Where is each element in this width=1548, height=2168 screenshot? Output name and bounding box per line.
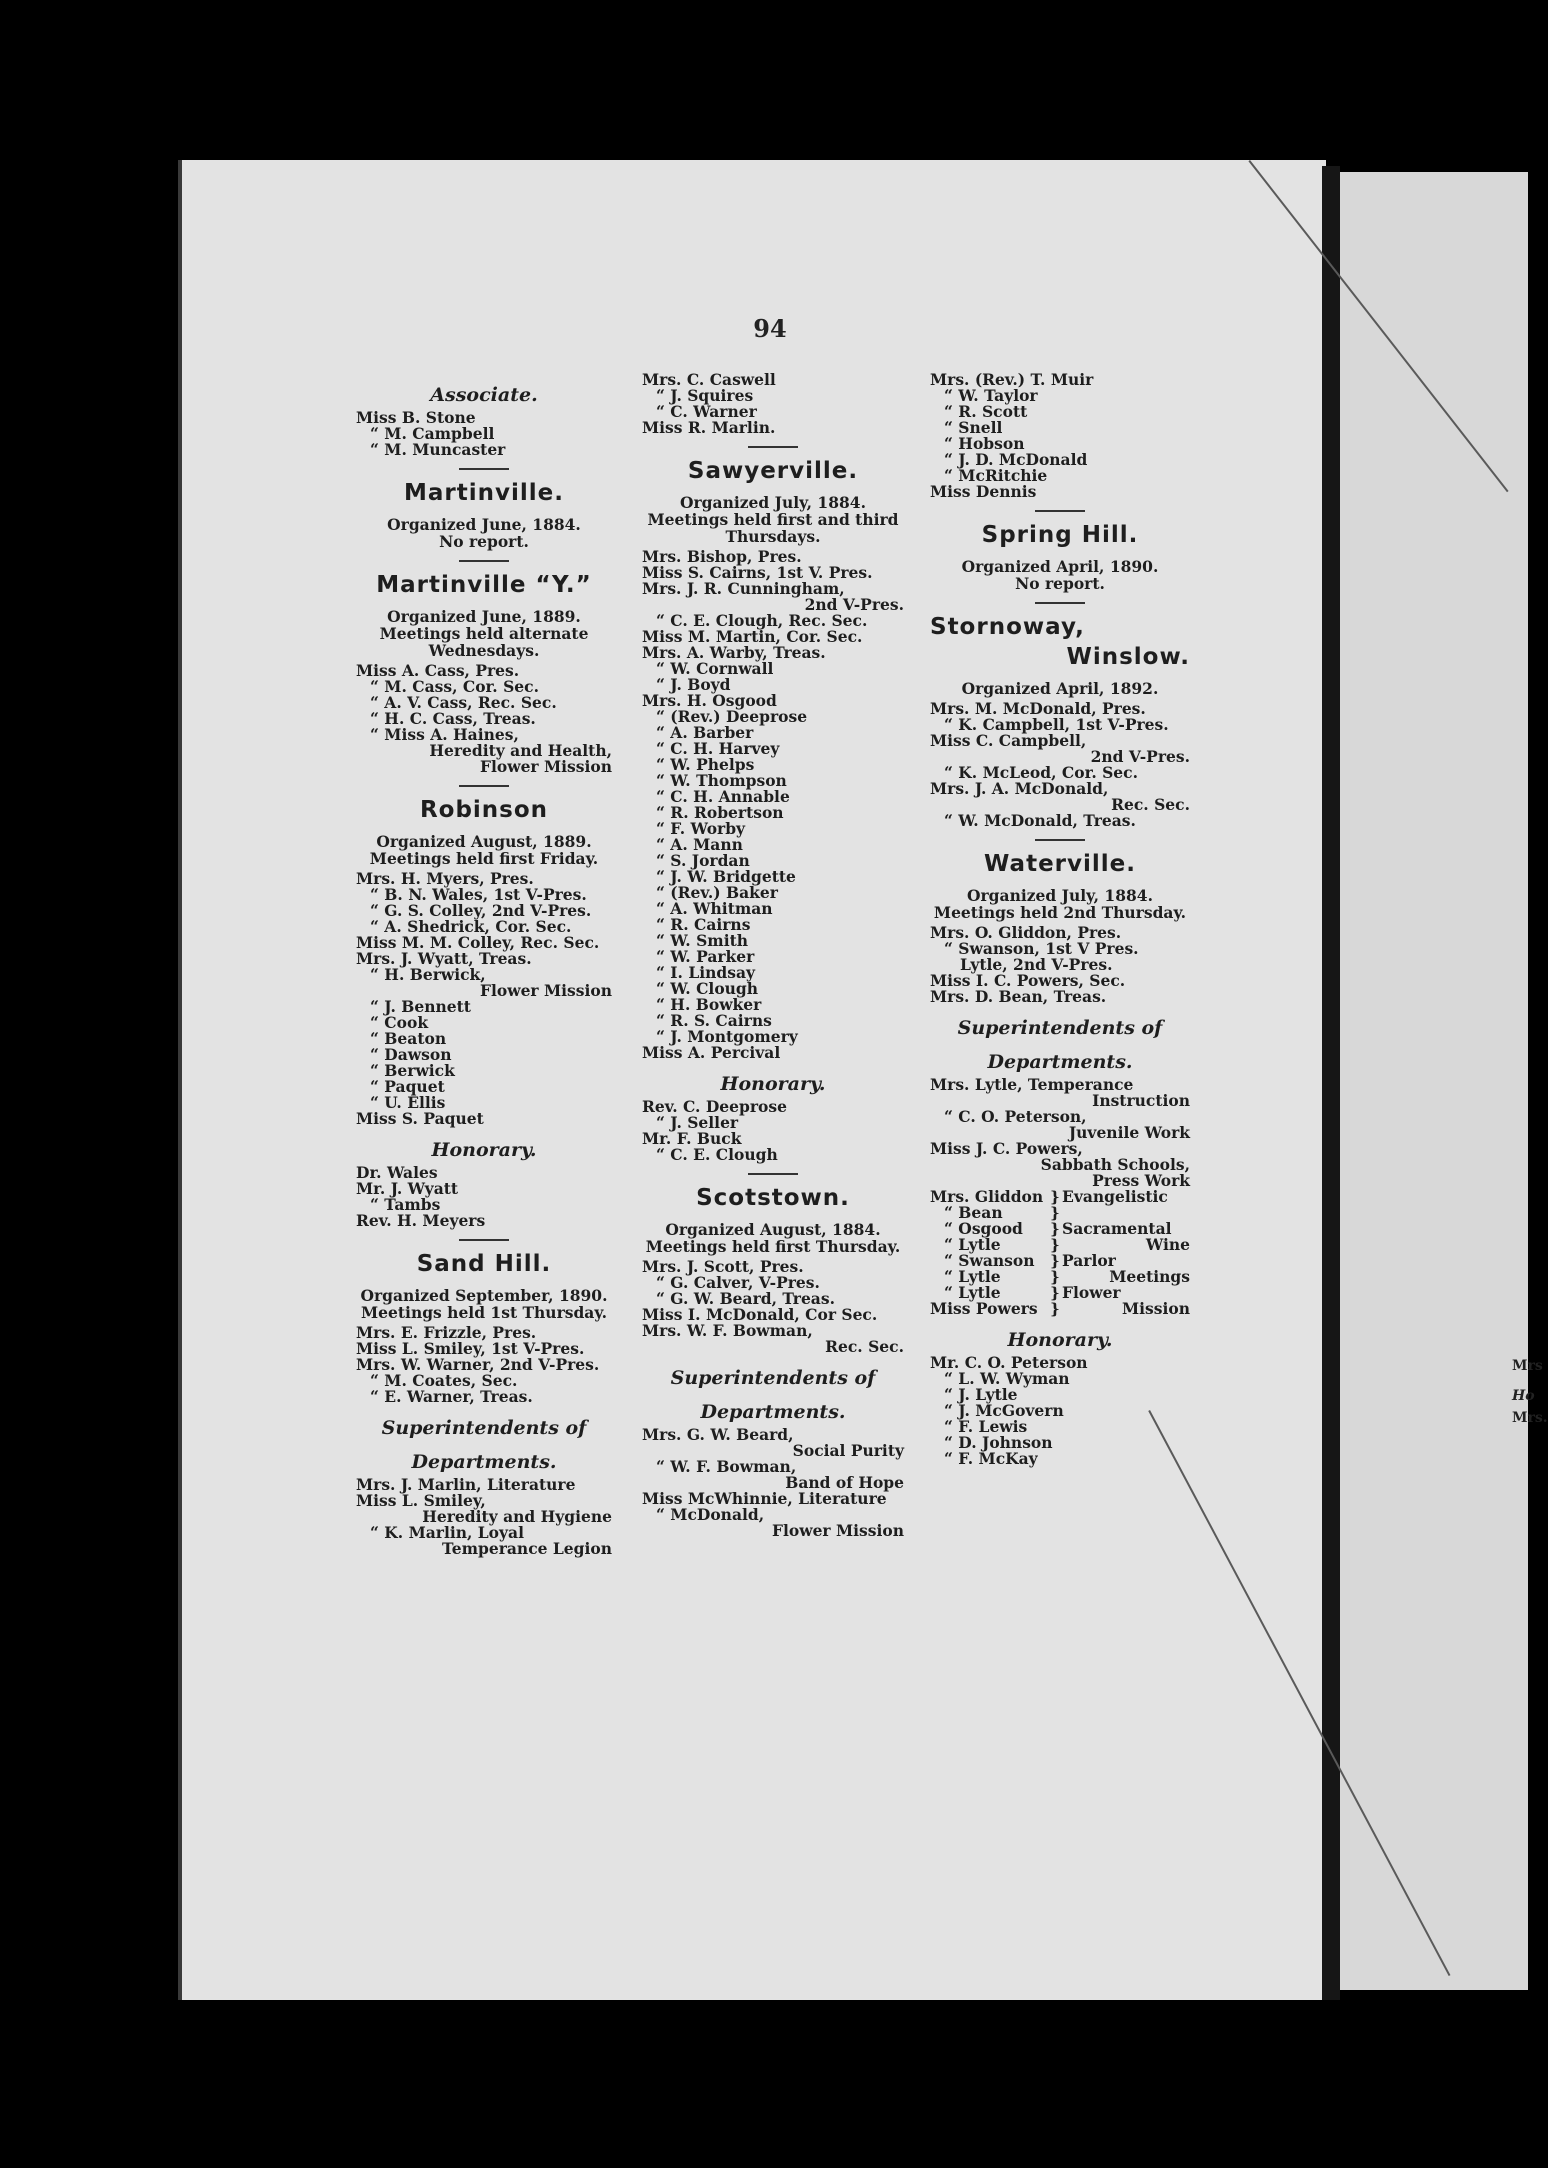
member-entry: “ H. Berwick, [370, 965, 486, 984]
member-entry: “ K. Marlin, Loyal [370, 1523, 524, 1542]
subsection-title: Honorary. [431, 1139, 537, 1161]
member-entry: Mrs. H. Myers, Pres. [356, 869, 534, 888]
group-department [1062, 1221, 1190, 1253]
brace-glyph: } } [1050, 1284, 1060, 1318]
member-entry: “ I. Lindsay [656, 963, 756, 982]
member-entry: Mrs. (Rev.) T. Muir [930, 370, 1094, 389]
member-entry: “ W. Parker [656, 947, 755, 966]
section-note: No report. [439, 532, 529, 551]
member-entry: “ D. Johnson [944, 1433, 1053, 1452]
subsection-title: Superintendents of [381, 1417, 587, 1439]
member-entry: Temperance Legion [442, 1539, 612, 1558]
subsection-title: Departments. [411, 1451, 557, 1473]
member-entry: Mrs. E. Frizzle, Pres. [356, 1323, 537, 1342]
member-entry: “ C. E. Clough [656, 1145, 778, 1164]
member-entry: “ W. Thompson [656, 771, 787, 790]
member-entry: “ J. Seller [656, 1113, 739, 1132]
section-heading: Martinville “Y.” [376, 572, 592, 598]
member-entry: “ H. C. Cass, Treas. [370, 709, 536, 728]
section-divider [459, 1239, 509, 1241]
member-entry: “ J. Bennett [370, 997, 471, 1016]
member-entry: “ J. McGovern [944, 1401, 1064, 1420]
member-entry: Mrs. J. Wyatt, Treas. [356, 949, 532, 968]
department-group [930, 1221, 1190, 1253]
member-entry: Lytle, 2nd V-Pres. [960, 955, 1113, 974]
subsection-title: Departments. [700, 1401, 846, 1423]
member-entry: Mrs. C. Caswell [642, 370, 776, 389]
section-note: Organized April, 1890. [961, 557, 1159, 576]
section-note: Organized April, 1892. [961, 679, 1159, 698]
member-entry: Mrs. Gliddon [930, 1187, 1044, 1206]
member-entry: “ (Rev.) Baker [656, 883, 778, 902]
section-note: Organized July, 1884. [680, 493, 866, 512]
member-entry: “ W. Phelps [656, 755, 755, 774]
section-note: Meetings held 2nd Thursday. [933, 903, 1187, 922]
member-entry: “ M. Coates, Sec. [370, 1371, 518, 1390]
department-name: Flower [1062, 1283, 1121, 1302]
member-entry: “ J. Boyd [656, 675, 731, 694]
section-divider [748, 1173, 798, 1175]
member-entry: Mr. J. Wyatt [356, 1179, 459, 1198]
member-entry: “ McDonald, [656, 1505, 765, 1524]
member-entry: “ C. O. Peterson, [944, 1107, 1087, 1126]
member-entry: Mrs. Lytle, Temperance [930, 1075, 1134, 1094]
section-divider [1035, 510, 1085, 512]
next-page-fragment: Mrs [1512, 1358, 1543, 1374]
member-entry: “ G. Calver, V-Pres. [656, 1273, 820, 1292]
member-entry: “ Cook [370, 1013, 429, 1032]
section-note: Meetings held alternate [379, 624, 589, 643]
member-entry: Rev. H. Meyers [356, 1211, 486, 1230]
column-left [356, 372, 612, 1557]
member-entry: Miss Powers [930, 1299, 1038, 1318]
member-entry: “ W. Cornwall [656, 659, 774, 678]
member-entry: “ K. McLeod, Cor. Sec. [944, 763, 1138, 782]
member-entry: Mrs. W. Warner, 2nd V-Pres. [356, 1355, 600, 1374]
department-name: Meetings [1109, 1267, 1190, 1286]
member-entry: “ Lytle [944, 1283, 1001, 1302]
subsection-title: Superintendents of [670, 1367, 876, 1389]
member-entry: “ Berwick [370, 1061, 455, 1080]
member-entry: “ Beaton [370, 1029, 447, 1048]
member-entry: Heredity and Health, [429, 741, 612, 760]
brace-glyph: } } [1050, 1188, 1060, 1222]
member-entry: “ M. Muncaster [370, 440, 506, 459]
member-entry: “ Lytle [944, 1235, 1001, 1254]
section-heading: Stornoway, [930, 614, 1085, 640]
section-heading: Waterville. [984, 851, 1136, 877]
member-entry: Mrs. H. Osgood [642, 691, 777, 710]
member-entry: “ M. Campbell [370, 424, 495, 443]
section-divider [1035, 602, 1085, 604]
member-entry: “ A. Barber [656, 723, 754, 742]
department-group [930, 1189, 1190, 1221]
subsection-title: Superintendents of [957, 1017, 1163, 1039]
member-entry: “ Lytle [944, 1267, 1001, 1286]
section-note: Organized June, 1884. [387, 515, 581, 534]
member-entry: “ Snell [944, 418, 1003, 437]
department-name: Wine [1145, 1235, 1190, 1254]
member-entry: “ R. Scott [944, 402, 1028, 421]
member-entry: Mr. C. O. Peterson [930, 1353, 1088, 1372]
column-middle [642, 372, 904, 1539]
member-entry: Miss L. Smiley, 1st V-Pres. [356, 1339, 585, 1358]
section-note: No report. [1015, 574, 1105, 593]
member-entry: “ C. E. Clough, Rec. Sec. [656, 611, 868, 630]
section-divider [459, 468, 509, 470]
page-number: 94 [753, 314, 787, 343]
member-entry: “ S. Jordan [656, 851, 750, 870]
member-entry: “ L. W. Wyman [944, 1369, 1070, 1388]
member-entry: “ Osgood [944, 1219, 1023, 1238]
section-heading: Winslow. [1066, 644, 1190, 670]
member-entry: “ J. W. Bridgette [656, 867, 796, 886]
section-heading: Martinville. [404, 480, 564, 506]
member-entry: “ A. Whitman [656, 899, 773, 918]
column-right [930, 372, 1190, 1467]
member-entry: “ F. McKay [944, 1449, 1038, 1468]
member-entry: Miss A. Cass, Pres. [356, 661, 520, 680]
next-page-fragment: Mrs. [1512, 1410, 1548, 1426]
department-name: Parlor [1062, 1251, 1116, 1270]
member-entry: Flower Mission [480, 757, 612, 776]
department-name: Mission [1122, 1299, 1190, 1318]
member-entry: Dr. Wales [356, 1163, 438, 1182]
member-entry: “ (Rev.) Deeprose [656, 707, 808, 726]
member-entry: “ Hobson [944, 434, 1025, 453]
member-entry: “ W. McDonald, Treas. [944, 811, 1136, 830]
section-note: Organized June, 1889. [387, 607, 581, 626]
member-entry: “ J. Lytle [944, 1385, 1018, 1404]
group-department [1062, 1253, 1190, 1285]
member-entry: “ E. Warner, Treas. [370, 1387, 533, 1406]
book-gutter [1322, 166, 1340, 2000]
group-members [930, 1189, 1048, 1221]
member-entry: “ McRitchie [944, 466, 1048, 485]
member-entry: Social Purity [792, 1441, 904, 1460]
member-entry: “ C. H. Harvey [656, 739, 780, 758]
member-entry: “ J. D. McDonald [944, 450, 1088, 469]
member-entry: Band of Hope [785, 1473, 904, 1492]
member-entry: Mrs. J. Scott, Pres. [642, 1257, 804, 1276]
section-note: Organized August, 1889. [376, 832, 592, 851]
member-entry: Instruction [1092, 1091, 1190, 1110]
member-entry: “ A. V. Cass, Rec. Sec. [370, 693, 557, 712]
member-entry: Rec. Sec. [1111, 795, 1190, 814]
member-entry: “ K. Campbell, 1st V-Pres. [944, 715, 1169, 734]
member-entry: Miss C. Campbell, [930, 731, 1087, 750]
member-entry: “ A. Mann [656, 835, 743, 854]
section-divider [1035, 839, 1085, 841]
subsection-title: Honorary. [720, 1073, 826, 1095]
member-entry: “ R. S. Cairns [656, 1011, 772, 1030]
member-entry: “ F. Worby [656, 819, 746, 838]
member-entry: Mrs. G. W. Beard, [642, 1425, 794, 1444]
member-entry: Mrs. J. Marlin, Literature [356, 1475, 576, 1494]
group-department [1062, 1189, 1190, 1221]
member-entry: “ W. Taylor [944, 386, 1038, 405]
brace-glyph: } } [1050, 1252, 1060, 1286]
member-entry: “ R. Robertson [656, 803, 784, 822]
member-entry: 2nd V-Pres. [1090, 747, 1190, 766]
group-department [1062, 1285, 1190, 1317]
member-entry: “ Tambs [370, 1195, 441, 1214]
section-note: Meetings held first Thursday. [645, 1237, 901, 1256]
member-entry: “ G. S. Colley, 2nd V-Pres. [370, 901, 592, 920]
member-entry: “ C. Warner [656, 402, 757, 421]
member-entry: “ J. Squires [656, 386, 754, 405]
member-entry: Mrs. J. A. McDonald, [930, 779, 1109, 798]
member-entry: Rev. C. Deeprose [642, 1097, 787, 1116]
member-entry: “ Miss A. Haines, [370, 725, 519, 744]
member-entry: Sabbath Schools, [1040, 1155, 1190, 1174]
section-note: Meetings held first and third [647, 510, 899, 529]
subsection-title: Departments. [987, 1051, 1133, 1073]
section-note: Organized September, 1890. [360, 1286, 608, 1305]
member-entry: Mrs. O. Gliddon, Pres. [930, 923, 1122, 942]
member-entry: Mr. F. Buck [642, 1129, 742, 1148]
member-entry: Flower Mission [772, 1521, 904, 1540]
member-entry: Miss S. Cairns, 1st V. Pres. [642, 563, 873, 582]
section-divider [459, 785, 509, 787]
member-entry: Miss J. C. Powers, [930, 1139, 1083, 1158]
member-entry: “ B. N. Wales, 1st V-Pres. [370, 885, 587, 904]
section-heading: Scotstown. [696, 1185, 850, 1211]
member-entry: Rec. Sec. [825, 1337, 904, 1356]
member-entry: Mrs. D. Bean, Treas. [930, 987, 1107, 1006]
member-entry: “ A. Shedrick, Cor. Sec. [370, 917, 572, 936]
department-name: Evangelistic [1062, 1187, 1168, 1206]
member-entry: “ Bean [944, 1203, 1003, 1222]
member-entry: “ C. H. Annable [656, 787, 790, 806]
group-members [930, 1221, 1048, 1253]
member-entry: Miss I. C. Powers, Sec. [930, 971, 1126, 990]
group-members [930, 1285, 1048, 1317]
member-entry: “ Dawson [370, 1045, 452, 1064]
section-note: Organized July, 1884. [967, 886, 1153, 905]
member-entry: “ J. Montgomery [656, 1027, 798, 1046]
member-entry: Miss I. McDonald, Cor Sec. [642, 1305, 878, 1324]
subsection-title: Associate. [430, 384, 538, 406]
department-group [930, 1285, 1190, 1317]
member-entry: Mrs. W. F. Bowman, [642, 1321, 813, 1340]
section-heading: Robinson [419, 797, 549, 823]
member-entry: Miss B. Stone [356, 408, 476, 427]
department-name: Sacramental [1062, 1219, 1172, 1238]
member-entry: Press Work [1092, 1171, 1190, 1190]
member-entry: “ H. Bowker [656, 995, 762, 1014]
member-entry: Heredity and Hygiene [422, 1507, 612, 1526]
member-entry: “ F. Lewis [944, 1417, 1028, 1436]
section-note: Organized August, 1884. [665, 1220, 881, 1239]
department-group [930, 1253, 1190, 1285]
section-note: Meetings held first Friday. [369, 849, 599, 868]
section-heading: Sand Hill. [416, 1251, 552, 1277]
section-note: Thursdays. [725, 527, 821, 546]
member-entry: Flower Mission [480, 981, 612, 1000]
member-entry: Mrs. M. McDonald, Pres. [930, 699, 1146, 718]
member-entry: “ W. Smith [656, 931, 749, 950]
brace-glyph: } } [1050, 1220, 1060, 1254]
section-note: Wednesdays. [428, 641, 540, 660]
member-entry: Miss A. Percival [642, 1043, 781, 1062]
member-entry: “ M. Cass, Cor. Sec. [370, 677, 539, 696]
member-entry: Miss S. Paquet [356, 1109, 484, 1128]
member-entry: “ R. Cairns [656, 915, 751, 934]
subsection-title: Honorary. [1007, 1329, 1113, 1351]
member-entry: Miss McWhinnie, Literature [642, 1489, 887, 1508]
member-entry: Miss M. M. Colley, Rec. Sec. [356, 933, 600, 952]
member-entry: Mrs. J. R. Cunningham, [642, 579, 845, 598]
section-heading: Spring Hill. [981, 522, 1139, 548]
member-entry: Miss Dennis [930, 482, 1037, 501]
member-entry: Mrs. Bishop, Pres. [642, 547, 802, 566]
adjacent-page-edge [1340, 172, 1528, 1990]
member-entry: “ G. W. Beard, Treas. [656, 1289, 835, 1308]
section-divider [748, 446, 798, 448]
member-entry: “ Paquet [370, 1077, 445, 1096]
member-entry: Mrs. A. Warby, Treas. [642, 643, 826, 662]
member-entry: “ U. Ellis [370, 1093, 446, 1112]
group-members [930, 1253, 1048, 1285]
section-heading: Sawyerville. [687, 458, 859, 484]
member-entry: Miss L. Smiley, [356, 1491, 486, 1510]
member-entry: “ W. F. Bowman, [656, 1457, 797, 1476]
section-divider [459, 560, 509, 562]
member-entry: Juvenile Work [1068, 1123, 1190, 1142]
member-entry: 2nd V-Pres. [804, 595, 904, 614]
member-entry: Miss M. Martin, Cor. Sec. [642, 627, 863, 646]
section-note: Meetings held 1st Thursday. [361, 1303, 607, 1322]
member-entry: “ Swanson [944, 1251, 1035, 1270]
member-entry: Miss R. Marlin. [642, 418, 776, 437]
member-entry: “ W. Clough [656, 979, 759, 998]
member-entry: “ Swanson, 1st V Pres. [944, 939, 1139, 958]
next-page-fragment: Ho [1512, 1388, 1535, 1404]
